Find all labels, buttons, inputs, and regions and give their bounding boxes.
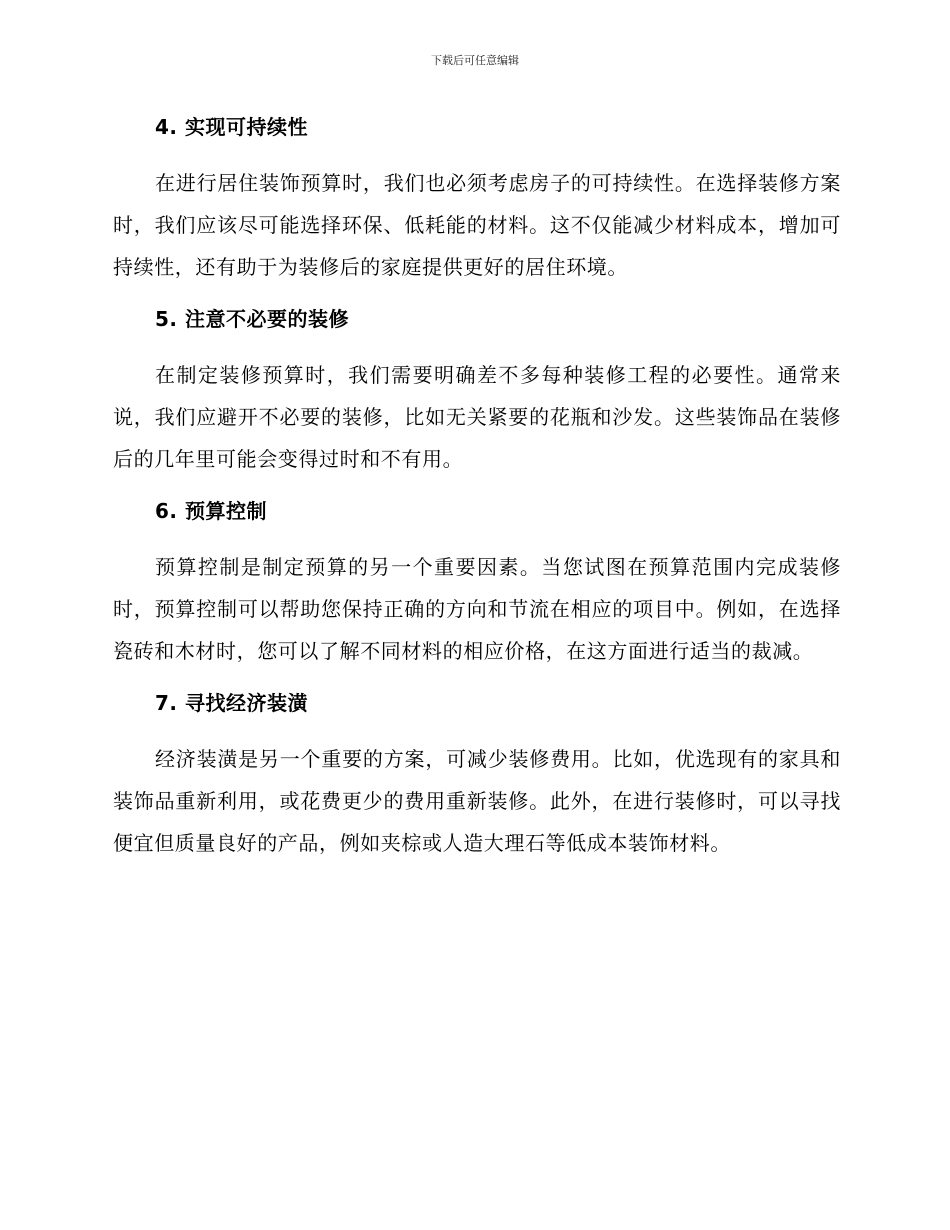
section-paragraph-6: 预算控制是制定预算的另一个重要因素。当您试图在预算范围内完成装修时，预算控制可以帮助您保持正确的方向和节流在相应的项目中。例如，在选择瓷砖和木材时，您可以了解不同材料的相应价格，在这方面进行适当的裁减。: [113, 555, 841, 663]
section-heading-6: 6. 预算控制: [155, 499, 267, 523]
section-paragraph-5: 在制定装修预算时，我们需要明确差不多每种装修工程的必要性。通常来说，我们应避开不必要的装修，比如无关紧要的花瓶和沙发。这些装饰品在装修后的几年里可能会变得过时和不有用。: [113, 363, 841, 471]
section-paragraph-4: 在进行居住装饰预算时，我们也必须考虑房子的可持续性。在选择装修方案时，我们应该尽可能选择环保、低耗能的材料。这不仅能减少材料成本，增加可持续性，还有助于为装修后的家庭提供更好的居住环境。: [113, 171, 841, 279]
page-header-note: 下载后可任意编辑: [431, 54, 519, 67]
section-heading-5: 5. 注意不必要的装修: [155, 307, 349, 331]
section-paragraph-7: 经济装潢是另一个重要的方案，可减少装修费用。比如，优选现有的家具和装饰品重新利用，或花费更少的费用重新装修。此外，在进行装修时，可以寻找便宜但质量良好的产品，例如夹棕或人造大理石等低成本装饰材料。: [113, 747, 841, 855]
document-body: [113, 108, 841, 864]
section-heading-7: 7. 寻找经济装潢: [155, 691, 308, 715]
section-heading-4: 4. 实现可持续性: [155, 115, 308, 139]
